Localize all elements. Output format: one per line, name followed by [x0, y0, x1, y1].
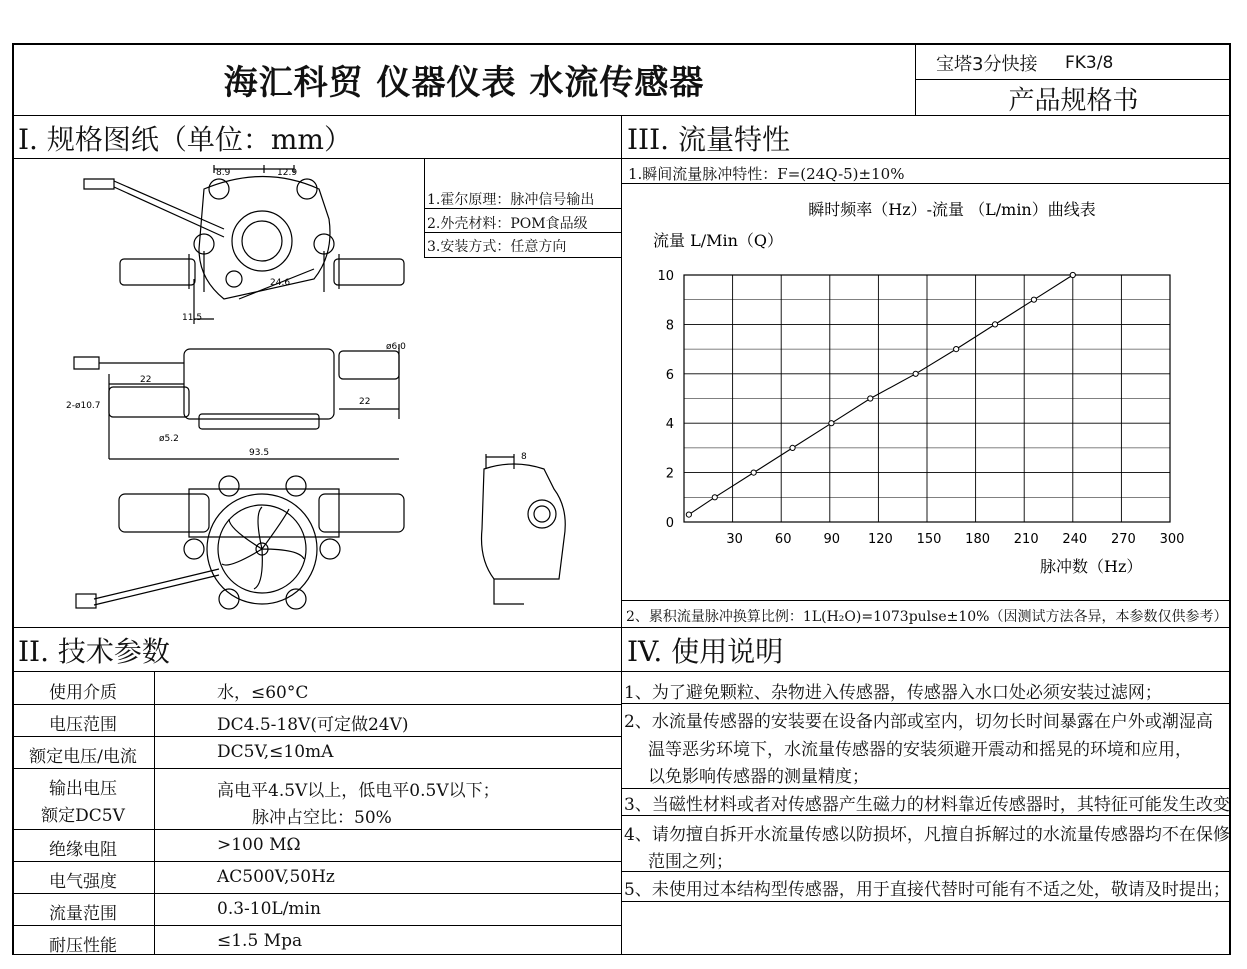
param-value: DC4.5-18V(可定做24V)	[217, 715, 409, 735]
param-key: 流量范围	[49, 904, 117, 924]
usage-item: 1、为了避免颗粒、杂物进入传感器，传感器入水口处必须安装过滤网；	[624, 683, 1162, 703]
usage-row-line	[622, 901, 1231, 902]
section-params-title: II. 技术参数	[18, 635, 170, 668]
chart-data-point	[686, 512, 691, 517]
chart-ytick-label: 2	[665, 466, 674, 482]
flow-chart	[622, 184, 1229, 599]
dim-label: 8.9	[216, 168, 231, 178]
chart-data-point	[1031, 297, 1036, 302]
usage-item: 3、当磁性材料或者对传感器产生磁力的材料靠近传感器时，其特征可能发生改变	[624, 795, 1230, 815]
chart-xtick-label: 30	[726, 532, 743, 547]
usage-row-line	[622, 703, 1231, 704]
dim-label: 24.6	[270, 278, 291, 288]
dim-label: 93.5	[249, 448, 270, 458]
param-key: 输出电压	[49, 779, 117, 799]
dim-label: 11.5	[182, 313, 203, 323]
chart-xtick-label: 120	[867, 532, 893, 547]
param-key: 耐压性能	[49, 936, 117, 956]
chart-data-point	[992, 322, 997, 327]
usage-row-line	[622, 815, 1231, 816]
chart-data-point	[913, 371, 918, 376]
chart-xtick-label: 210	[1013, 532, 1039, 547]
drawing-note-2: 2.外壳材料：POM食品级	[427, 216, 588, 232]
param-key: 电气强度	[49, 872, 117, 892]
param-value: 脉冲占空比：50%	[252, 808, 392, 828]
sensor-end-view	[482, 454, 566, 604]
param-value: >100 MΩ	[217, 835, 301, 855]
param-key: 使用介质	[49, 683, 117, 703]
dim-label: 8	[521, 452, 527, 462]
usage-item: 5、未使用过本结构型传感器，用于直接代替时可能有不适之处，敬请及时提出；	[624, 880, 1230, 900]
param-key: 额定电压/电流	[29, 747, 137, 767]
chart-xtick-label: 240	[1062, 532, 1088, 547]
chart-title: 瞬时频率（Hz）-流量 （L/min）曲线表	[808, 200, 1096, 219]
dim-label: 22	[140, 375, 152, 385]
chart-ytick-label: 8	[665, 318, 674, 334]
chart-series-line	[689, 275, 1073, 515]
dim-label: ø5.2	[159, 434, 179, 444]
model-label: 宝塔3分快接	[936, 54, 1038, 75]
chart-ytick-label: 4	[665, 417, 674, 433]
param-value: 0.3-10L/min	[217, 899, 321, 919]
model-code: FK3/8	[1065, 53, 1114, 73]
flow-totalizer-line	[622, 600, 1231, 601]
chart-data-point	[712, 495, 717, 500]
chart-xtick-label: 90	[823, 532, 841, 547]
usage-row-line	[622, 788, 1231, 789]
usage-item: 温等恶劣环境下，水流量传感器的安装须避开震动和摇晃的环境和应用，	[648, 740, 1192, 760]
sensor-side-view	[74, 344, 399, 459]
pulse-formula: 1.瞬间流量脉冲特性：F=(24Q-5)±10%	[628, 165, 905, 183]
usage-item: 4、请勿擅自拆开水流量传感以防损坏，凡擅自拆解过的水流量传感器均不在保修	[624, 825, 1230, 845]
chart-xtick-label: 60	[774, 532, 792, 547]
chart-ytick-label: 0	[665, 516, 674, 531]
section-drawing-title: I. 规格图纸（单位：mm）	[18, 123, 352, 156]
param-key: 额定DC5V	[41, 806, 125, 826]
section2-line	[12, 627, 1231, 628]
param-row	[12, 925, 622, 954]
param-row	[12, 861, 622, 893]
document-title: 海汇科贸 仪器仪表 水流传感器	[223, 62, 705, 103]
usage-item: 范围之列；	[648, 852, 733, 872]
section-usage-title: IV. 使用说明	[627, 635, 784, 668]
param-row	[12, 672, 622, 704]
param-key: 绝缘电阻	[49, 840, 117, 860]
drawing-note-3: 3.安装方式：任意方向	[427, 239, 567, 255]
sensor-front-view	[76, 476, 404, 609]
frame-right	[1229, 43, 1231, 955]
chart-ylabel: 流量 L/Min（Q）	[653, 231, 784, 250]
param-row	[12, 768, 622, 829]
chart-xtick-label: 150	[916, 532, 942, 547]
param-value: ≤1.5 Mpa	[217, 931, 303, 951]
param-value: 高电平4.5V以上，低电平0.5V以下；	[217, 781, 500, 801]
param-key: 电压范围	[49, 715, 117, 735]
param-row	[12, 829, 622, 861]
chart-data-point	[954, 347, 959, 352]
usage-item: 2、水流量传感器的安装要在设备内部或室内，切勿长时间暴露在户外或潮湿高	[624, 712, 1213, 732]
chart-data-point	[790, 445, 795, 450]
section-flow-title: III. 流量特性	[627, 123, 790, 156]
chart-xtick-label: 180	[965, 532, 991, 547]
dim-label: 2-ø10.7	[66, 401, 101, 411]
chart-data-point	[829, 421, 834, 426]
drawing-note-1: 1.霍尔原理：脉冲信号输出	[427, 192, 595, 208]
dim-label: 12.9	[277, 168, 298, 178]
chart-xlabel: 脉冲数（Hz）	[1040, 557, 1143, 576]
param-value: AC500V,50Hz	[217, 867, 335, 887]
param-value: 水，≤60°C	[217, 683, 309, 703]
chart-xtick-label: 300	[1159, 532, 1185, 547]
spec-drawing	[14, 159, 621, 627]
usage-item: 以免影响传感器的测量精度；	[648, 767, 869, 787]
chart-ytick-label: 10	[657, 269, 674, 284]
param-row	[12, 893, 622, 925]
dim-label: 22	[359, 397, 371, 407]
chart-xtick-label: 270	[1110, 532, 1136, 547]
chart-data-point	[1070, 272, 1075, 277]
sensor-top-view	[84, 165, 404, 324]
param-row	[12, 736, 622, 768]
doc-type: 产品规格书	[1008, 86, 1139, 116]
param-value: DC5V,≤10mA	[217, 742, 334, 762]
dim-label: ø6.0	[386, 342, 406, 352]
chart-ytick-label: 6	[665, 367, 674, 383]
totalizer-ratio: 2、累积流量脉冲换算比例：1L(H₂O)=1073pulse±10%（因测试方法各异，本参数仅供参考）	[626, 609, 1228, 625]
chart-data-point	[751, 470, 756, 475]
chart-data-point	[868, 396, 873, 401]
param-row	[12, 704, 622, 736]
